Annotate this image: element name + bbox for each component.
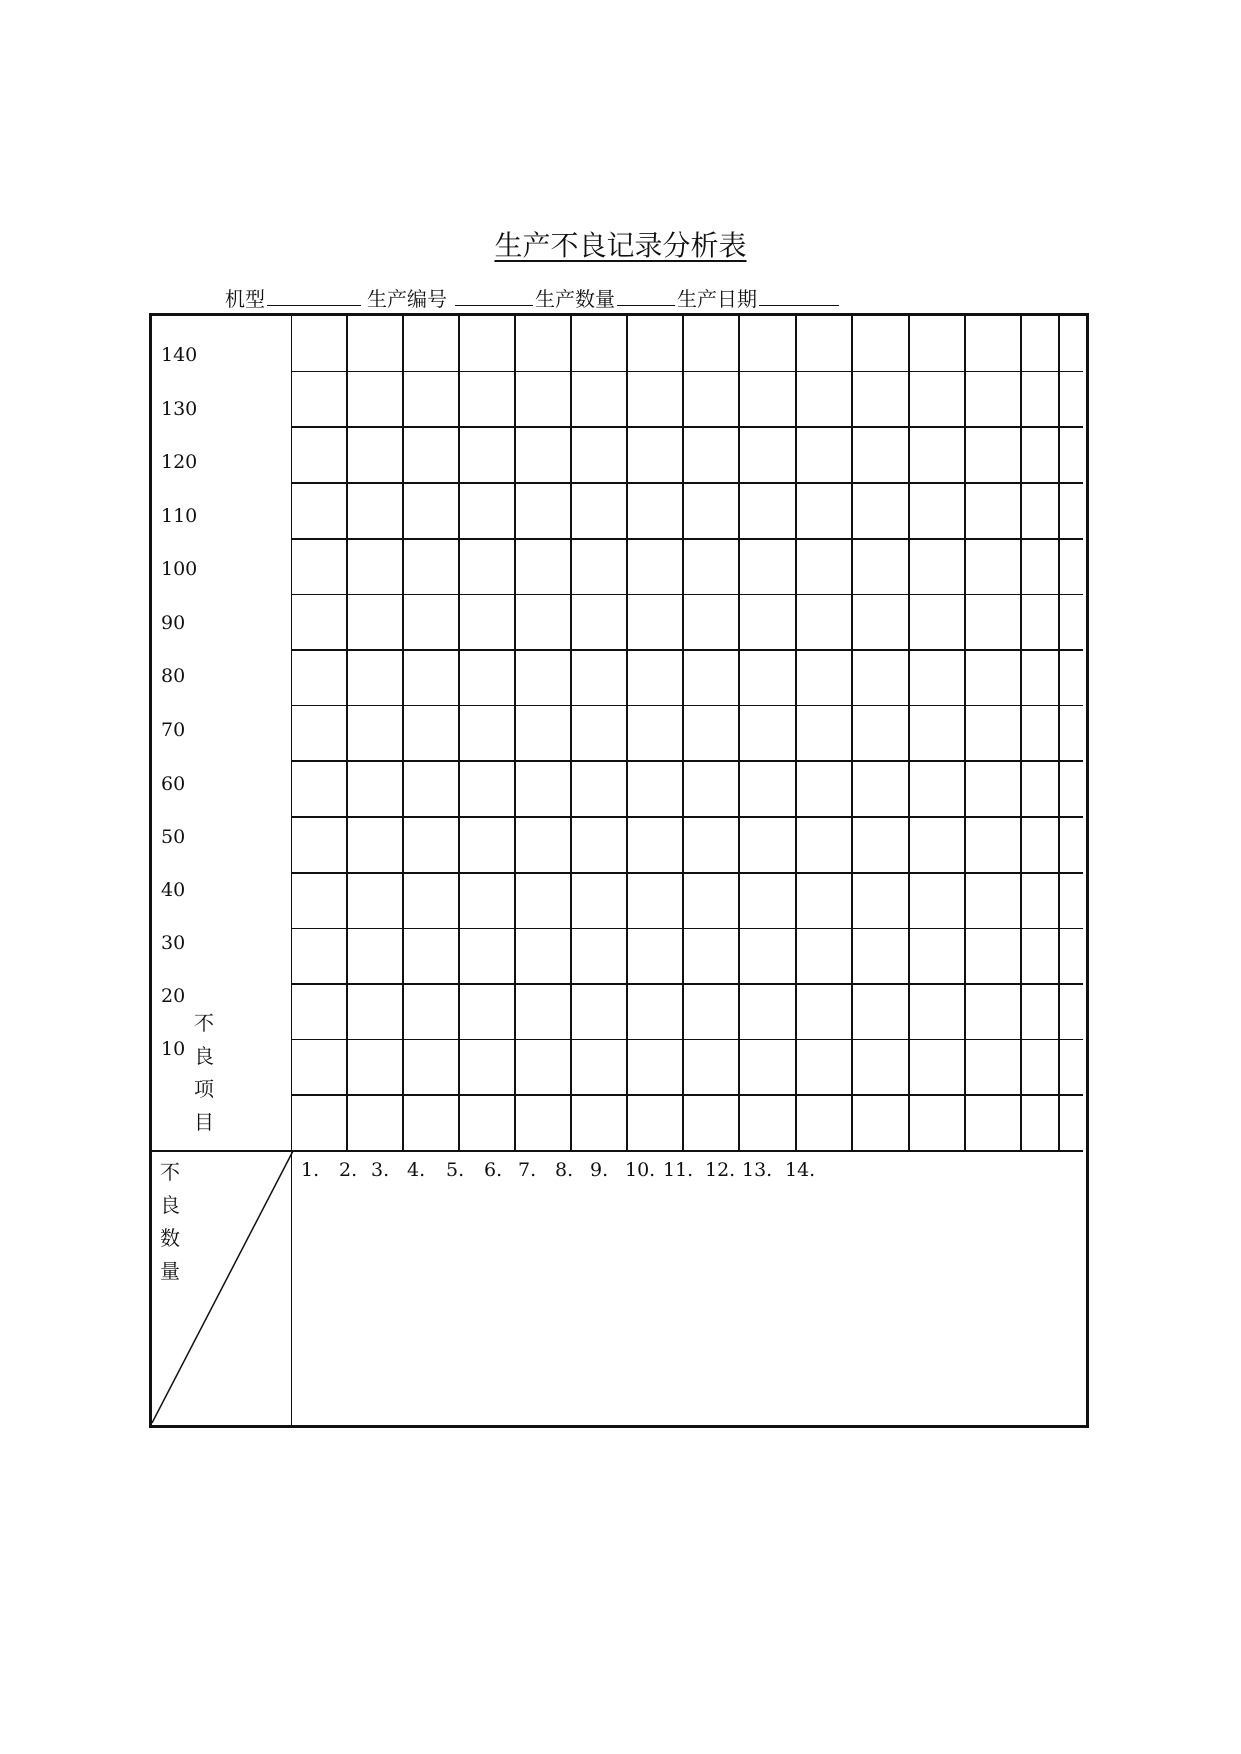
grid-row-line	[291, 649, 1083, 651]
production-quantity-field[interactable]	[617, 283, 675, 306]
y-axis-label: 60	[161, 773, 186, 795]
header-fields	[225, 283, 841, 312]
y-axis-label: 90	[161, 612, 186, 634]
defect-item-number: 9.	[590, 1159, 609, 1181]
grid-column-line	[402, 316, 405, 1151]
grid-row-line	[291, 928, 1083, 929]
defect-items-label-4: 目	[194, 1110, 214, 1134]
y-axis-label: 100	[161, 558, 198, 580]
production-date-label: 生产日期	[677, 287, 757, 311]
defect-qty-label-1: 不	[160, 1160, 180, 1184]
defect-item-number: 11.	[663, 1159, 694, 1181]
y-axis-label: 120	[161, 451, 198, 473]
grid-row-line	[291, 760, 1083, 762]
grid-column-line	[1058, 316, 1059, 1151]
defect-item-number: 3.	[371, 1159, 390, 1181]
defect-qty-label-3: 数	[160, 1226, 180, 1250]
y-axis-label: 110	[161, 505, 198, 527]
y-axis-label: 20	[161, 985, 186, 1007]
grid-column-line	[738, 316, 739, 1151]
grid-row-line	[291, 816, 1083, 817]
defect-items-label-3: 项	[194, 1077, 214, 1101]
grid-column-line	[458, 316, 459, 1151]
defect-items-label-1: 不	[194, 1011, 214, 1035]
grid-column-line	[964, 316, 965, 1151]
defect-qty-label-4: 量	[160, 1259, 180, 1283]
y-axis-label: 10	[161, 1038, 186, 1060]
grid-row-line	[291, 872, 1083, 874]
y-axis-label: 70	[161, 719, 186, 741]
model-field[interactable]	[267, 283, 361, 306]
production-number-field[interactable]	[455, 283, 533, 306]
grid-row-line	[291, 371, 1083, 372]
y-axis-label: 40	[161, 879, 186, 901]
grid-column-line	[908, 316, 909, 1151]
y-axis-label: 50	[161, 826, 186, 848]
defect-item-number: 7.	[518, 1159, 537, 1181]
grid-column-line	[682, 316, 683, 1151]
defect-item-number: 8.	[555, 1159, 574, 1181]
defect-item-number: 1.	[301, 1159, 320, 1181]
defect-item-number: 14.	[785, 1159, 816, 1181]
defect-item-number: 13.	[742, 1159, 773, 1181]
grid-column-line	[514, 316, 515, 1151]
y-axis-label: 30	[161, 932, 186, 954]
grid-column-line	[1020, 316, 1023, 1151]
grid-row-line	[291, 1094, 1083, 1096]
grid-column-line	[626, 316, 627, 1151]
grid-column-line	[346, 316, 347, 1151]
grid-bottom-line	[152, 1150, 1083, 1152]
grid-row-line	[291, 983, 1083, 985]
production-date-field[interactable]	[759, 283, 839, 306]
defect-items-label-2: 良	[194, 1044, 214, 1068]
y-axis-label: 140	[161, 344, 198, 366]
grid-column-line	[851, 316, 852, 1151]
grid-column-line	[570, 316, 573, 1151]
defect-item-number: 5.	[446, 1159, 465, 1181]
form-title: 生产不良记录分析表	[494, 229, 747, 262]
grid-column-line	[795, 316, 798, 1151]
grid-row-line	[291, 538, 1083, 540]
grid-row-line	[291, 705, 1083, 706]
grid-row-line	[291, 594, 1083, 595]
y-axis-label: 80	[161, 665, 186, 687]
grid-row-line	[291, 482, 1083, 483]
grid-row-line	[291, 426, 1083, 428]
defect-item-number: 4.	[407, 1159, 426, 1181]
production-quantity-label: 生产数量	[535, 287, 615, 311]
defect-item-number: 6.	[484, 1159, 503, 1181]
grid-row-line	[291, 1039, 1083, 1040]
defect-record-form	[149, 313, 1089, 1428]
y-axis-label: 130	[161, 398, 198, 420]
defect-qty-label-2: 良	[160, 1193, 180, 1217]
defect-item-number: 10.	[625, 1159, 656, 1181]
model-label: 机型	[225, 287, 265, 311]
defect-item-number: 2.	[339, 1159, 358, 1181]
defect-item-number: 12.	[705, 1159, 736, 1181]
production-number-label: 生产编号	[367, 287, 447, 311]
